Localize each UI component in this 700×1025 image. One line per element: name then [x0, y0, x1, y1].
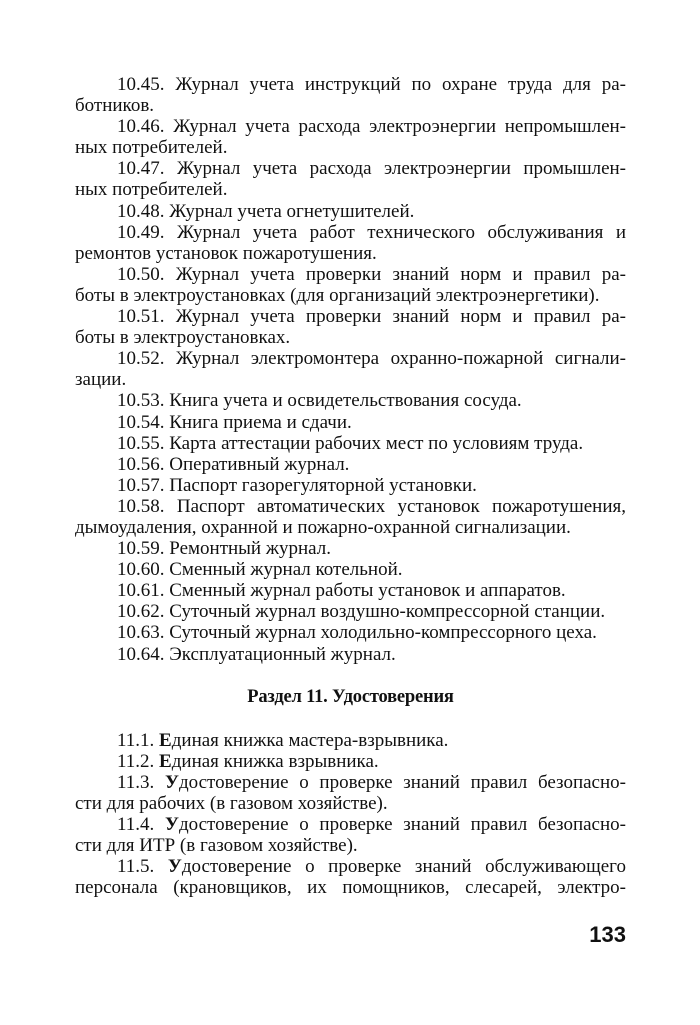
line-text: достоверение о проверке знаний правил безопасно- — [178, 814, 626, 836]
text-line — [75, 306, 626, 327]
text-line — [75, 559, 626, 580]
line-text: 10.53. Книга учета и освидетельствования сосуда. — [117, 390, 522, 412]
line-text: 10.63. Суточный журнал холодильно-компрессорного цеха. — [117, 622, 597, 644]
section-heading: Раздел 11. Удостоверения — [247, 686, 454, 707]
line-text: 10.49. Журнал учета работ технического обслуживания и — [117, 221, 626, 243]
line-text: 10.50. Журнал учета проверки знаний норм и правил ра- — [117, 263, 626, 285]
list-item — [75, 433, 626, 454]
line-text: боты в электроустановках. — [75, 327, 291, 349]
list-item — [75, 222, 626, 264]
item-lead-letter: У — [167, 856, 182, 878]
line-text: 10.56. Оперативный журнал. — [117, 453, 350, 475]
item-number: 11.1. — [117, 729, 160, 751]
line-text: 10.51. Журнал учета проверки знаний норм и правил ра- — [117, 306, 626, 328]
line-text: сти для рабочих (в газовом хозяйстве). — [75, 793, 388, 814]
line-text: ботников. — [75, 95, 155, 117]
text-line — [75, 835, 626, 856]
text-line — [75, 517, 626, 538]
line-text: зации. — [75, 369, 127, 391]
list-item — [75, 496, 626, 538]
line-text: 10.60. Сменный журнал котельной. — [117, 559, 403, 581]
line-text: 10.62. Суточный журнал воздушно-компрессорной станции. — [117, 601, 606, 623]
line-text: 10.45. Журнал учета инструкций по охране труда для ра- — [117, 74, 626, 95]
text-line — [75, 730, 626, 751]
list-item — [75, 580, 626, 601]
text-line — [75, 348, 626, 369]
list-item — [75, 601, 626, 622]
text-line — [75, 433, 626, 454]
text-line — [75, 95, 626, 116]
text-line — [75, 580, 626, 601]
line-text: 10.58. Паспорт автоматических установок пожаротушения, — [117, 495, 626, 517]
list-item — [75, 622, 626, 643]
text-line — [75, 285, 626, 306]
text-line — [75, 264, 626, 285]
text-line — [75, 538, 626, 559]
text-line — [75, 622, 626, 643]
item-lead-letter: Е — [159, 729, 172, 751]
line-text: 10.59. Ремонтный журнал. — [117, 538, 331, 560]
line-text: достоверение о проверке знаний правил безопасно- — [178, 771, 626, 793]
list-item — [75, 772, 626, 814]
text-line — [75, 856, 626, 877]
text-line — [75, 390, 626, 411]
list-item — [75, 74, 626, 116]
list-item — [75, 730, 626, 751]
list-item — [75, 538, 626, 559]
line-text: боты в электроустановках (для организаций электроэнергетики). — [75, 284, 600, 306]
line-text: 10.57. Паспорт газорегуляторной установки. — [117, 474, 477, 496]
line-text: персонала (крановщиков, их помощников, слесарей, электро- — [75, 877, 626, 899]
list-item — [75, 751, 626, 772]
list-item — [75, 158, 626, 200]
list-item — [75, 306, 626, 348]
list-item — [75, 264, 626, 306]
section-10-list — [75, 74, 626, 665]
list-item — [75, 644, 626, 665]
text-line — [75, 369, 626, 390]
text-line — [75, 601, 626, 622]
text-line — [75, 201, 626, 222]
line-text: 10.61. Сменный журнал работы установок и аппаратов. — [117, 580, 566, 602]
line-text: ных потребителей. — [75, 137, 228, 159]
text-line — [75, 412, 626, 433]
section-11-list — [75, 730, 626, 899]
page-body — [75, 74, 626, 898]
text-line — [75, 475, 626, 496]
line-text: 10.55. Карта аттестации рабочих мест по условиям труда. — [117, 432, 584, 454]
line-text: 10.64. Эксплуатационный журнал. — [117, 643, 396, 665]
text-line — [75, 74, 626, 95]
text-line — [75, 751, 626, 772]
item-number: 11.5. — [117, 856, 168, 878]
list-item — [75, 856, 626, 898]
item-number: 11.3. — [117, 771, 165, 793]
line-text: 10.47. Журнал учета расхода электроэнергии промышлен- — [117, 158, 626, 180]
list-item — [75, 475, 626, 496]
line-text: достоверение о проверке знаний обслуживающего — [181, 856, 627, 878]
text-line — [75, 243, 626, 264]
text-line — [75, 222, 626, 243]
item-number: 11.2. — [117, 750, 160, 772]
text-line — [75, 454, 626, 475]
line-text: 10.48. Журнал учета огнетушителей. — [117, 200, 415, 222]
item-lead-letter: У — [164, 771, 179, 793]
text-line — [75, 179, 626, 200]
text-line — [75, 137, 626, 158]
list-item — [75, 116, 626, 158]
line-text: ных потребителей. — [75, 179, 228, 201]
list-item — [75, 390, 626, 411]
list-item — [75, 348, 626, 390]
list-item — [75, 201, 626, 222]
text-line — [75, 158, 626, 179]
text-line — [75, 116, 626, 137]
list-item — [75, 814, 626, 856]
line-text: 10.46. Журнал учета расхода электроэнергии непромышлен- — [117, 116, 626, 138]
text-line — [75, 772, 626, 793]
line-text: диная книжка мастера-взрывника. — [171, 729, 449, 751]
text-line — [75, 644, 626, 665]
page-number: 133 — [589, 922, 626, 947]
line-text: сти для ИТР (в газовом хозяйстве). — [75, 835, 358, 857]
line-text: 10.52. Журнал электромонтера охранно-пожарной сигнали- — [117, 348, 626, 370]
list-item — [75, 412, 626, 433]
item-lead-letter: У — [164, 814, 179, 836]
text-line — [75, 877, 626, 898]
text-line — [75, 496, 626, 517]
item-number: 11.4. — [117, 814, 165, 836]
item-lead-letter: Е — [159, 750, 172, 772]
line-text: диная книжка взрывника. — [171, 750, 379, 772]
line-text: дымоудаления, охранной и пожарно-охранной сигнализации. — [75, 516, 571, 538]
text-line — [75, 814, 626, 835]
line-text: 10.54. Книга приема и сдачи. — [117, 411, 352, 433]
text-line — [75, 793, 626, 814]
line-text: ремонтов установок пожаротушения. — [75, 242, 377, 264]
list-item — [75, 454, 626, 475]
list-item — [75, 559, 626, 580]
text-line — [75, 327, 626, 348]
